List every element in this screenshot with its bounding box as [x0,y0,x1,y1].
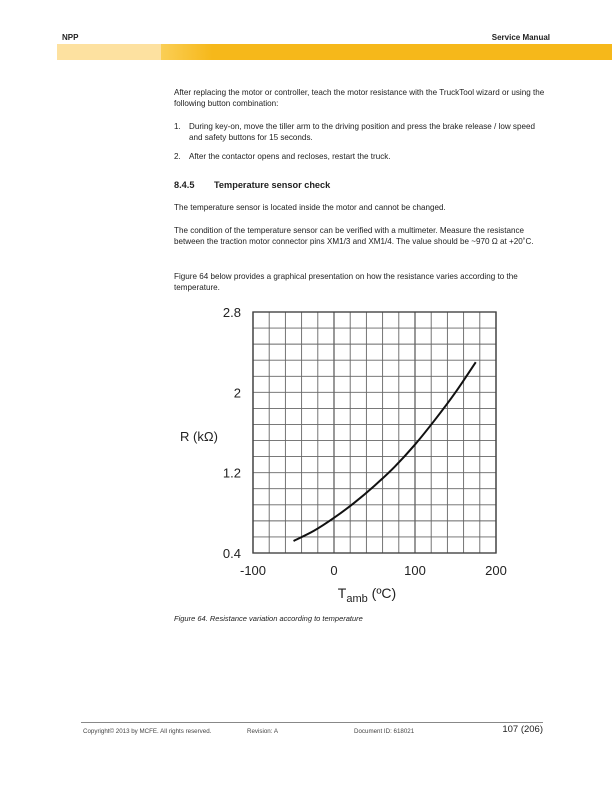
page-number: 107 (206) [502,724,543,735]
chart-grid [253,312,496,553]
y-tick-label: 1.2 [222,465,241,481]
section-title: Temperature sensor check [214,180,331,190]
footer-divider [81,722,543,723]
section-number: 8.4.5 [174,180,195,190]
x-tick-label: 100 [404,563,426,578]
list-item-text: During key-on, move the tiller arm to the driving position and press the brake release / low speed and safety buttons for 15 seconds. [189,122,535,142]
y-axis-label: R (kΩ) [180,429,218,444]
figure-caption: Figure 64. Resistance variation according to temperature [174,614,363,623]
x-tick-label: 0 [330,563,338,578]
footer-copyright: Copyright© 2013 by MCFE. All rights reserved. [83,728,212,735]
y-tick-label: 2.8 [222,305,241,320]
resistance-curve [294,362,476,541]
list-item-number: 1. [174,122,181,131]
paragraph-sensor-location: The temperature sensor is located inside the motor and cannot be changed. [174,203,446,212]
x-axis-label-main: T [337,585,347,601]
list-item-text: After the contactor opens and recloses, restart the truck. [189,152,391,161]
footer-revision: Revision: A [247,728,278,735]
y-tick-label: 2 [233,385,241,401]
intro-paragraph: After replacing the motor or controller, teach the motor resistance with the TruckTool wizard or using the following button combination: [174,88,545,108]
footer-document-id: Document ID: 618021 [354,728,415,735]
x-axis-label-unit: (ºC) [367,585,397,601]
x-tick-label: -100 [239,563,267,578]
y-tick-label: 0.4 [222,546,241,561]
list-item-number: 2. [174,152,181,161]
x-tick-label: 200 [485,563,507,578]
paragraph-measurement: The condition of the temperature sensor can be verified with a multimeter. Measure the resistance between the traction motor connector pins XM1/3 and XM1/4. The value should be ~970 Ω at +20˚C. [174,226,534,246]
plot-frame [253,312,496,553]
paragraph-figure-intro: Figure 64 below provides a graphical presentation on how the resistance varies according to the temperature. [174,272,518,292]
x-axis-label [338,585,396,605]
header-manual-title: Service Manual [491,33,550,42]
x-axis-label-subscript: amb [346,593,368,605]
header-doc-name: NPP [62,33,79,42]
